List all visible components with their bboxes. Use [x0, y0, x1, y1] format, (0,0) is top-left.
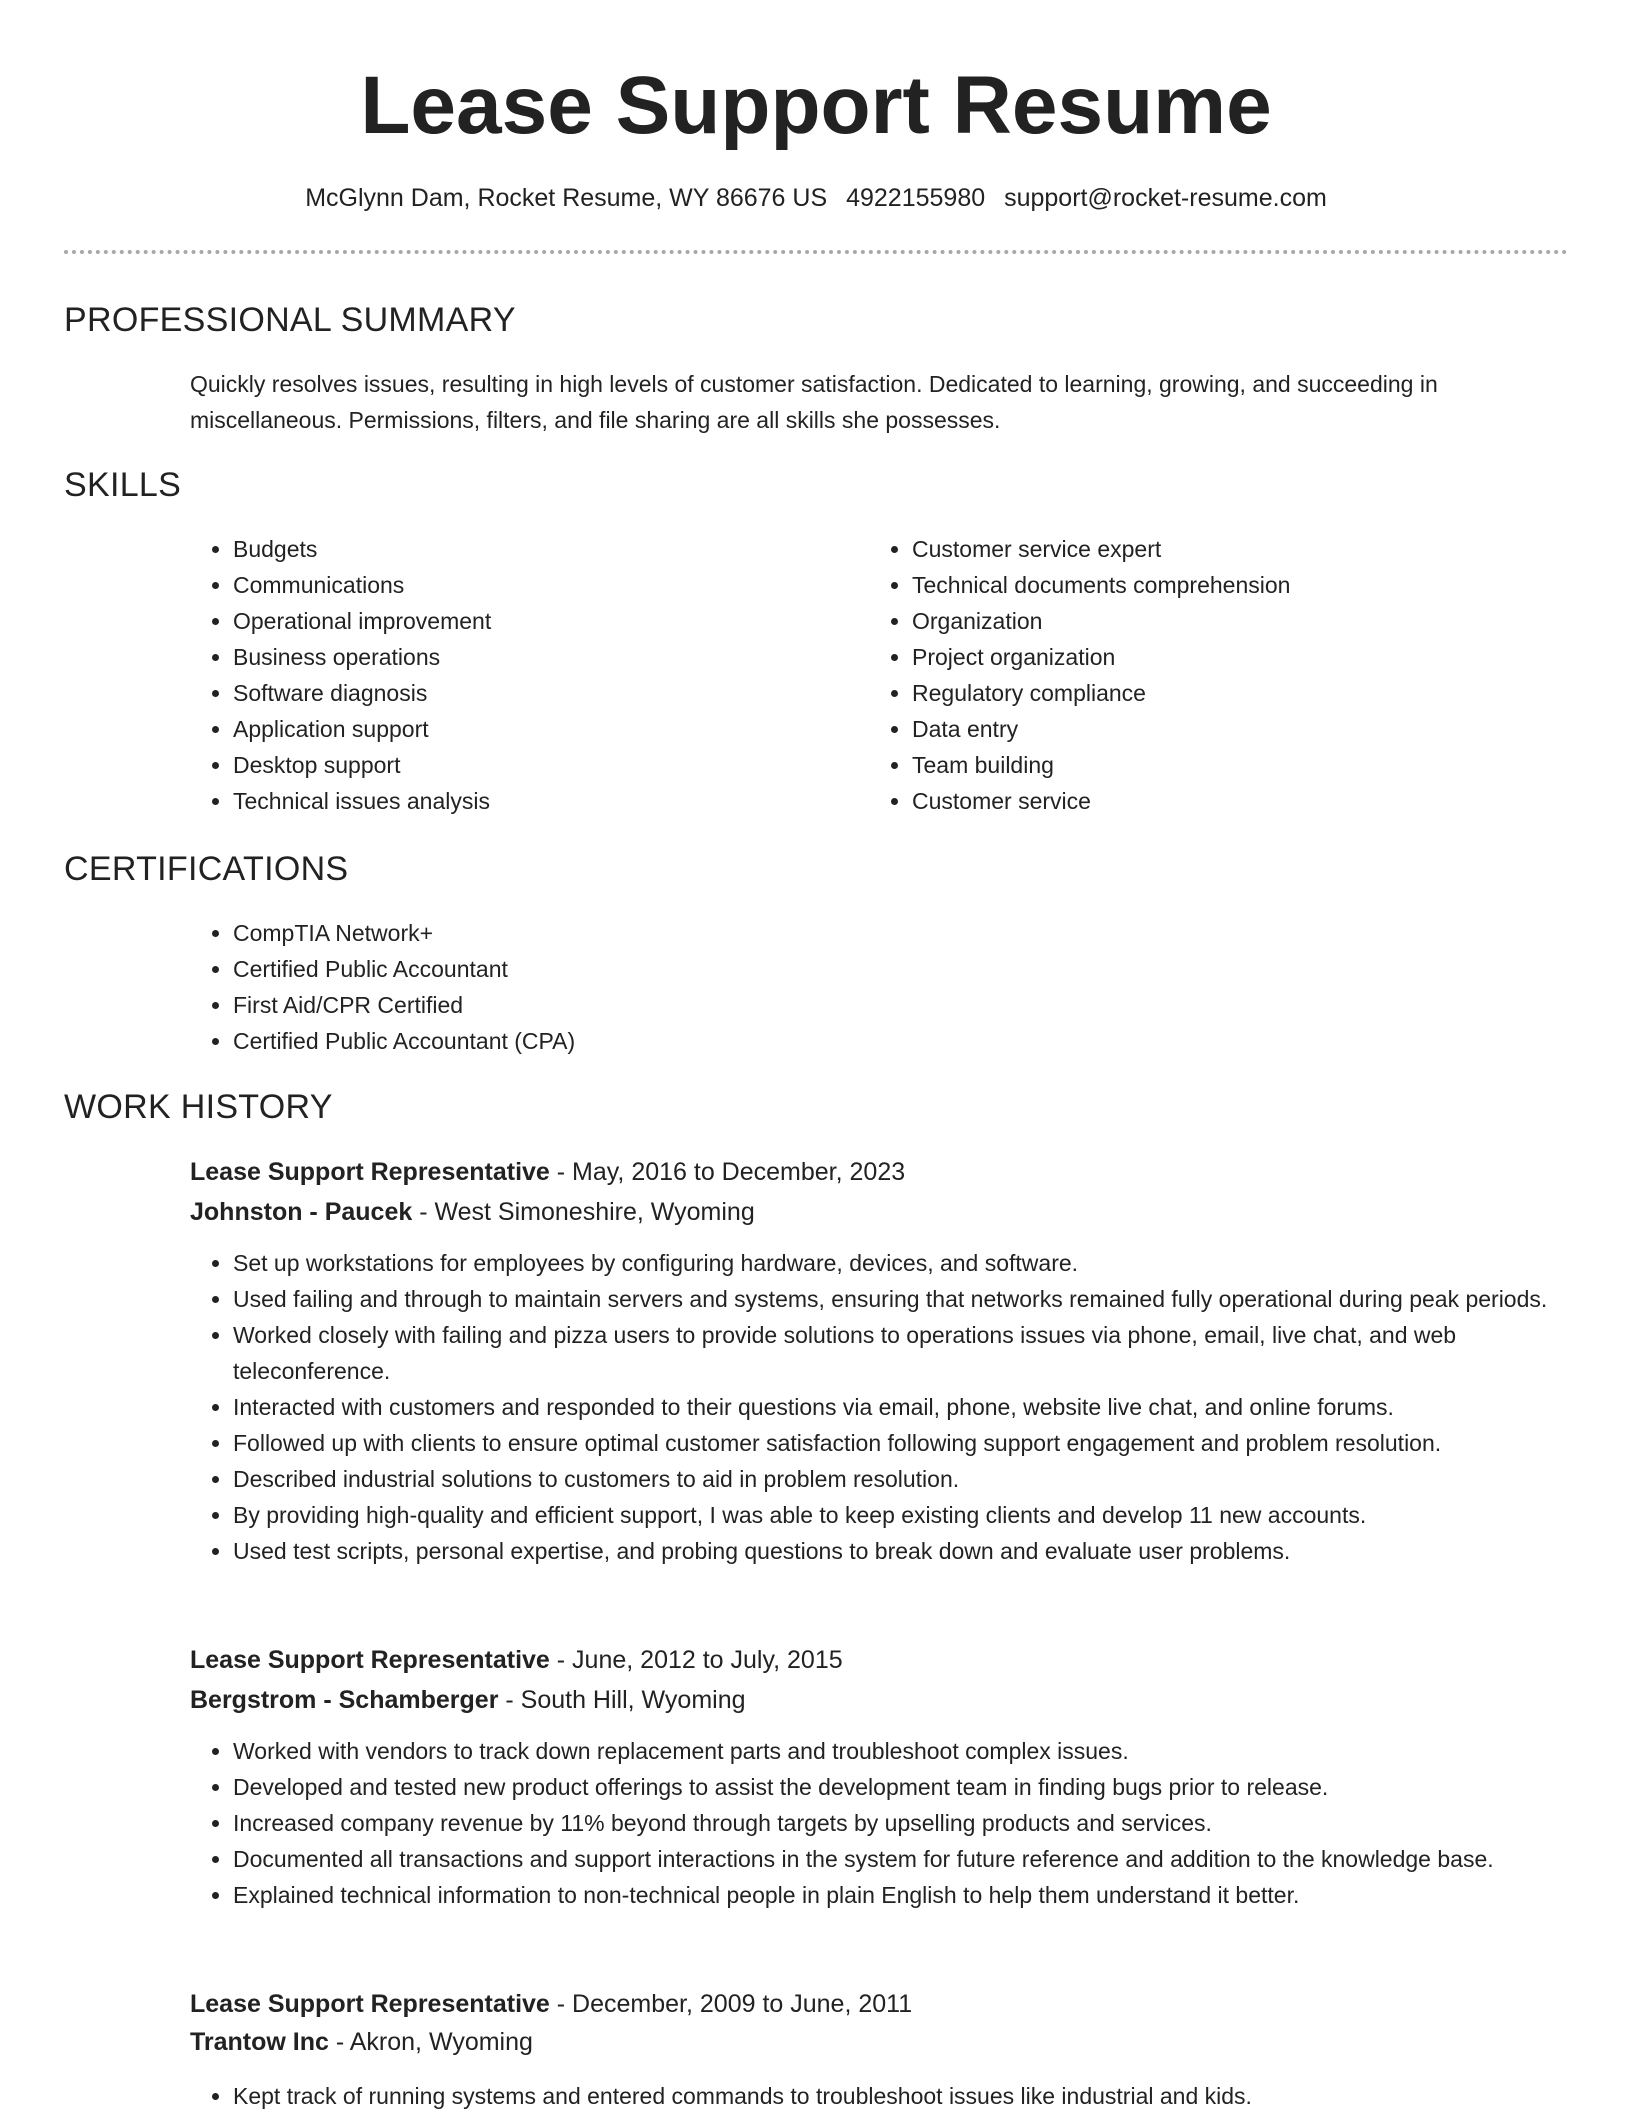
- skill-item: • Regulatory compliance: [912, 675, 1592, 711]
- skill-item: • Technical issues analysis: [233, 783, 853, 819]
- job-location: - South Hill, Wyoming: [498, 1686, 746, 1714]
- job-bullet: • Explained technical information to non-technical people in plain English to help them understand it better.: [233, 1877, 1613, 1913]
- job-location: - West Simoneshire, Wyoming: [412, 1198, 755, 1226]
- job-bullet: • Developed and tested new product offerings to assist the development team in finding bugs prior to release.: [233, 1769, 1613, 1805]
- job-bullets: [190, 2078, 1613, 2114]
- skill-item: • Customer service expert: [912, 531, 1592, 567]
- job-title: Lease Support Representative: [190, 1158, 550, 1186]
- job-bullet: • Documented all transactions and support interactions in the system for future reference and addition to the knowledge base.: [233, 1841, 1613, 1877]
- skills-heading: SKILLS: [64, 466, 182, 504]
- job-company: Trantow Inc: [190, 2028, 329, 2056]
- work-history-heading: WORK HISTORY: [64, 1088, 333, 1126]
- job-bullet: • Increased company revenue by 11% beyond through targets by upselling products and services.: [233, 1805, 1613, 1841]
- job-title-line: [190, 1984, 912, 2024]
- skill-item: • Data entry: [912, 711, 1592, 747]
- skill-item: • Application support: [233, 711, 853, 747]
- skill-item: • Budgets: [233, 531, 853, 567]
- job-bullet: • Used test scripts, personal expertise, and probing questions to break down and evaluate user problems.: [233, 1533, 1613, 1569]
- certifications-heading: CERTIFICATIONS: [64, 850, 349, 888]
- job-bullet: • Described industrial solutions to customers to aid in problem resolution.: [233, 1461, 1613, 1497]
- certifications-list: [190, 915, 1593, 1059]
- skill-item: • Technical documents comprehension: [912, 567, 1592, 603]
- job-dates: - December, 2009 to June, 2011: [549, 1990, 913, 2018]
- job-bullet: • By providing high-quality and efficient support, I was able to keep existing clients and develop 11 new accounts.: [233, 1497, 1613, 1533]
- job-company: Johnston - Paucek: [190, 1198, 413, 1226]
- job-dates: - May, 2016 to December, 2023: [549, 1158, 906, 1186]
- job-bullets: [190, 1245, 1613, 1569]
- job-bullet: • Followed up with clients to ensure optimal customer satisfaction following support engagement and problem resolution.: [233, 1425, 1613, 1461]
- skill-item: • Desktop support: [233, 747, 853, 783]
- job-title: Lease Support Representative: [190, 1990, 550, 2018]
- job-title-line: [190, 1640, 843, 1680]
- job-bullet: • Worked with vendors to track down replacement parts and troubleshoot complex issues.: [233, 1733, 1613, 1769]
- certification-item: • Certified Public Accountant: [233, 951, 1593, 987]
- skill-item: • Team building: [912, 747, 1592, 783]
- contact-phone: 4922155980: [846, 184, 986, 212]
- skill-item: • Customer service: [912, 783, 1592, 819]
- job-bullet: • Kept track of running systems and entered commands to troubleshoot issues like industrial and kids.: [233, 2078, 1613, 2114]
- resume-title: Lease Support Resume: [360, 60, 1272, 151]
- skills-list-left: [190, 531, 853, 819]
- skill-item: • Software diagnosis: [233, 675, 853, 711]
- certification-item: • First Aid/CPR Certified: [233, 987, 1593, 1023]
- skill-item: • Business operations: [233, 639, 853, 675]
- skill-item: • Project organization: [912, 639, 1592, 675]
- contact-address: McGlynn Dam, Rocket Resume, WY 86676 US: [305, 184, 828, 212]
- certification-item: • Certified Public Accountant (CPA): [233, 1023, 1593, 1059]
- job-title-line: [190, 1152, 905, 1192]
- summary-heading: PROFESSIONAL SUMMARY: [64, 301, 516, 339]
- job-company: Bergstrom - Schamberger: [190, 1686, 499, 1714]
- skill-item: • Organization: [912, 603, 1592, 639]
- job-bullet: • Set up workstations for employees by configuring hardware, devices, and software.: [233, 1245, 1613, 1281]
- job-bullet: • Used failing and through to maintain servers and systems, ensuring that networks remained fully operational during peak periods.: [233, 1281, 1613, 1317]
- job-company-line: [190, 1192, 755, 1232]
- summary-text: Quickly resolves issues, resulting in high levels of customer satisfaction. Dedicated to learning, growing, and succeeding in miscellaneous. Permissions, filters, and file sharing are all skills she possesses.: [190, 371, 1438, 433]
- job-bullets: [190, 1733, 1613, 1913]
- job-bullet: • Worked closely with failing and pizza users to provide solutions to operations issues via phone, email, live chat, and web teleconference.: [233, 1317, 1613, 1389]
- job-company-line: [190, 2022, 533, 2062]
- contact-email[interactable]: support@rocket-resume.com: [1004, 184, 1327, 212]
- header-divider: [64, 250, 1568, 254]
- job-location: - Akron, Wyoming: [328, 2028, 533, 2056]
- job-dates: - June, 2012 to July, 2015: [549, 1646, 843, 1674]
- skill-item: • Communications: [233, 567, 853, 603]
- skill-item: • Operational improvement: [233, 603, 853, 639]
- job-title: Lease Support Representative: [190, 1646, 550, 1674]
- job-bullet: • Interacted with customers and responded to their questions via email, phone, website live chat, and online forums.: [233, 1389, 1613, 1425]
- skills-list-right: [869, 531, 1592, 819]
- contact-line: [0, 182, 1632, 214]
- job-company-line: [190, 1680, 746, 1720]
- certification-item: • CompTIA Network+: [233, 915, 1593, 951]
